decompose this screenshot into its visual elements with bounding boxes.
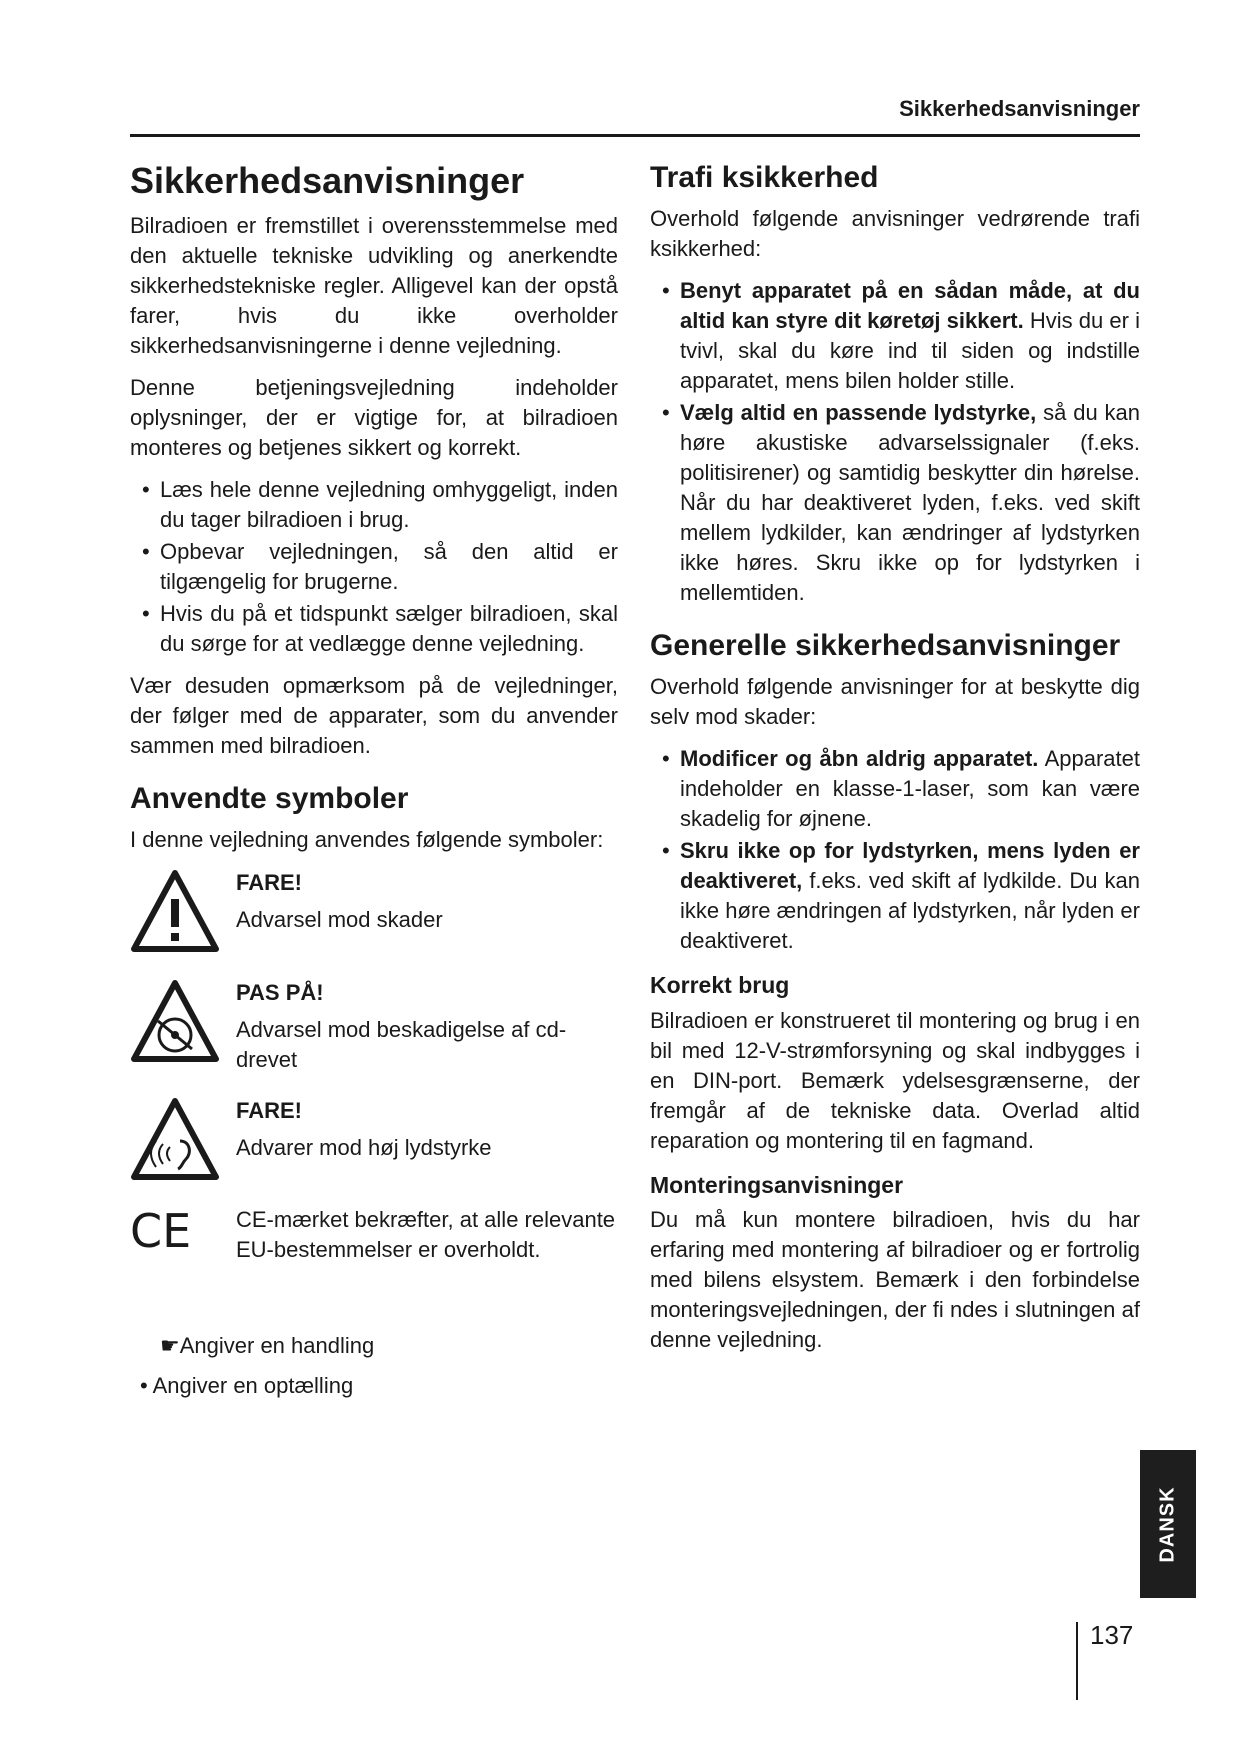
ce-mark-icon: CE xyxy=(130,1204,192,1259)
mounting-text: Du må kun montere bilradioen, hvis du har erfaring med montering af bilradioer og er fortrolig med bilens elsystem. Bemærk i den forbindelse monteringsvejledningen, der fi ndes i slutningen af denne vejledning. xyxy=(650,1207,1140,1353)
symbol-row xyxy=(130,1095,618,1185)
running-header: Sikkerhedsanvisninger xyxy=(899,96,1140,121)
general-heading: Generelle sikkerhedsanvisninger xyxy=(650,629,1121,662)
intro-paragraph: Denne betjeningsvejledning indeholder oplysninger, der er vigtige for, at bilradioen monteres og betjenes sikkert og korrekt. xyxy=(130,375,618,461)
pointing-hand-icon: ☛ xyxy=(160,1333,180,1359)
list-item: • Læs hele denne vejledning omhyggeligt, inden du tager bilradioen i brug. xyxy=(142,477,618,533)
header-rule xyxy=(130,134,1140,137)
enumeration-legend xyxy=(130,1371,618,1401)
symbol-description: Advarsel mod skader xyxy=(236,907,443,933)
enumeration-legend-text: Angiver en optælling xyxy=(152,1373,354,1399)
bullet-icon: • xyxy=(142,477,150,503)
symbol-description: Advarer mod høj lydstyrke xyxy=(236,1135,492,1161)
language-tab-label: DANSK xyxy=(1156,1485,1179,1563)
traffic-heading: Trafi ksikkerhed xyxy=(650,161,879,194)
symbol-description: Advarsel mod beskadigelse af cd-drevet xyxy=(236,1017,567,1073)
symbol-label: PAS PÅ! xyxy=(236,980,324,1006)
traffic-list xyxy=(650,276,1140,608)
action-legend-text: Angiver en handling xyxy=(179,1333,375,1359)
symbol-row xyxy=(130,867,618,957)
bullet-icon: • xyxy=(662,838,670,863)
bullet-icon: • xyxy=(142,601,150,627)
language-tab xyxy=(1140,1450,1196,1598)
symbol-label: FARE! xyxy=(236,1098,302,1124)
symbols-heading: Anvendte symboler xyxy=(130,782,409,816)
list-item: • Vælg altid en passende lydstyrke, så du kan høre akustiske advarselssignaler (f.eks. politisirener) og samtidig beskytter din hørelse. Når du har deaktiveret lyden, f.eks. ved skift mellem lydkilder, kan ændringer af lydstyrken ikke høres. Skru ikke op for lydstyrken i mellemtiden. xyxy=(662,400,1141,605)
symbols-intro: I denne vejledning anvendes følgende symboler: xyxy=(130,827,604,853)
list-item: • Skru ikke op for lydstyrken, mens lyden er deaktiveret, f.eks. ved skift af lydkilde. Du kan ikke høre ændringen af lydstyrken, når lyden er deaktiveret. xyxy=(662,838,1140,953)
bullet-icon: • xyxy=(662,400,670,425)
bullet-icon: • xyxy=(662,278,670,303)
list-item: • Hvis du på et tidspunkt sælger bilradioen, skal du sørge for at vedlægge denne vejledning. xyxy=(142,601,618,657)
list-item: • Modificer og åbn aldrig apparatet. Apparatet indeholder en klasse-1-laser, som kan være skadelig for øjnene. xyxy=(662,746,1140,831)
general-intro: Overhold følgende anvisninger for at beskytte dig selv mod skader: xyxy=(650,674,1140,729)
bullet-icon: • xyxy=(662,746,670,771)
left-column xyxy=(130,160,618,1401)
correct-use-heading: Korrekt brug xyxy=(650,972,790,998)
cd-damage-icon xyxy=(130,977,220,1067)
right-column xyxy=(650,160,1140,1367)
page-number-rule xyxy=(1076,1622,1078,1700)
symbol-row xyxy=(130,977,618,1075)
symbol-label: FARE! xyxy=(236,870,302,896)
mounting-heading: Monteringsanvisninger xyxy=(650,1171,904,1198)
list-item: • Benyt apparatet på en sådan måde, at du altid kan styre dit køretøj sikkert. Hvis du er i tvivl, skal du køre ind til siden og indstille apparatet, mens bilen holder stille. xyxy=(662,278,1140,393)
general-list xyxy=(650,744,1140,956)
symbol-description: CE-mærket bekræfter, at alle relevante EU-bestemmelser er overholdt. xyxy=(236,1207,616,1263)
traffic-intro: Overhold følgende anvisninger vedrørende trafi ksikkerhed: xyxy=(650,206,1140,261)
symbol-row xyxy=(130,1205,618,1295)
action-legend xyxy=(130,1331,618,1361)
bullet-icon: • xyxy=(142,539,150,565)
list-item: • Opbevar vejledningen, så den altid er tilgængelig for brugerne. xyxy=(142,539,618,595)
intro-paragraph: Bilradioen er fremstillet i overensstemmelse med den aktuelle tekniske udvikling og anerkendte sikkerhedstekniske regler. Alligevel kan der opstå farer, hvis du ikke overholder sikkerhedsanvisningerne i denne vejledning. xyxy=(130,213,618,359)
correct-use-text: Bilradioen er konstrueret til montering og brug i en bil med 12-V-strømforsyning og skal indbygges i en DIN-port. Bemærk ydelsesgrænserne, der fremgår af de tekniske data. Overlad altid reparation og montering til en fagmand. xyxy=(650,1007,1140,1153)
loud-volume-icon xyxy=(130,1095,220,1185)
page-number: 137 xyxy=(1090,1620,1134,1650)
note-paragraph: Vær desuden opmærksom på de vejledninger, der følger med de apparater, som du anvender sammen med bilradioen. xyxy=(130,673,618,759)
warning-triangle-icon xyxy=(130,867,220,957)
page-title: Sikkerhedsanvisninger xyxy=(130,160,525,201)
bullet-icon: • xyxy=(140,1373,153,1399)
instruction-list xyxy=(130,475,618,659)
